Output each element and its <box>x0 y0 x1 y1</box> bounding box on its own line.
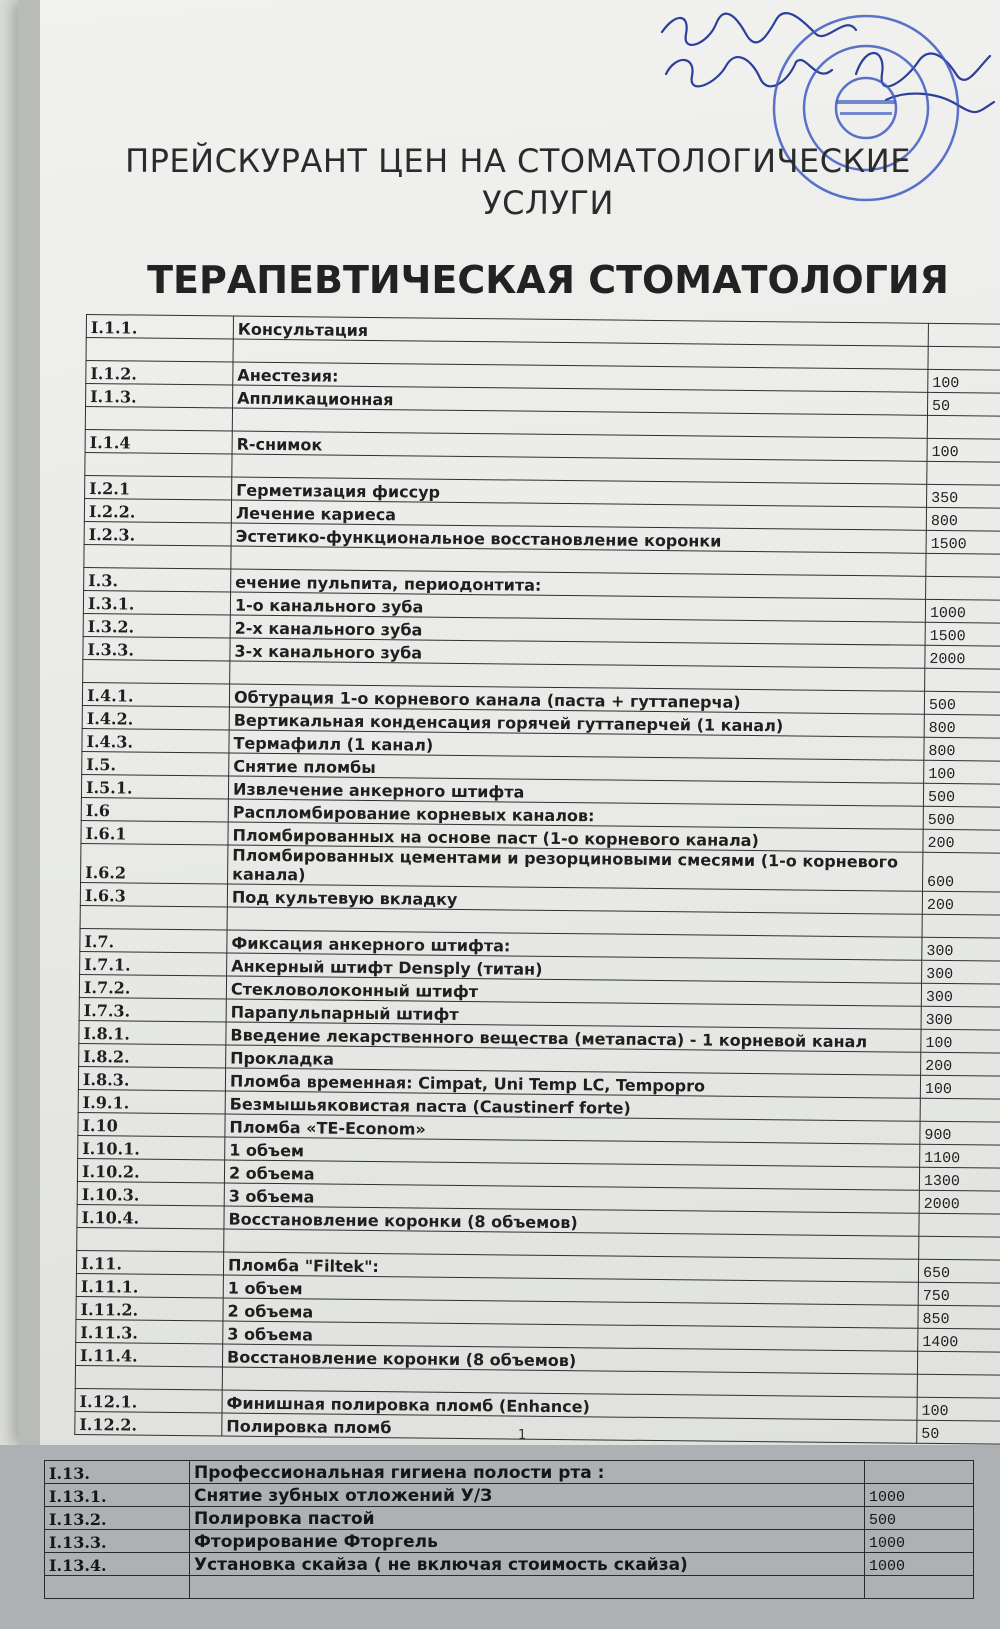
service-code: I.9.1. <box>78 1089 225 1114</box>
service-name: Распломбирование корневых каналов: <box>228 799 923 829</box>
service-code: I.10.3. <box>77 1181 224 1206</box>
service-price: 2000 <box>925 645 1000 669</box>
service-price: 900 <box>920 1121 1000 1145</box>
service-code: I.7.3. <box>79 997 226 1022</box>
service-price: 2000 <box>919 1190 1000 1214</box>
service-name: Герметизация фиссур <box>232 477 927 507</box>
service-code: I.8.1. <box>79 1020 226 1045</box>
service-price: 650 <box>918 1259 1000 1283</box>
service-code: I.11.2. <box>76 1296 223 1321</box>
service-price <box>920 1098 1000 1122</box>
service-code: I.5.1. <box>81 774 228 799</box>
hygiene-table <box>44 1460 974 1599</box>
price-table <box>74 314 1000 1445</box>
service-price: 350 <box>927 484 1000 508</box>
service-price <box>919 1236 1000 1260</box>
service-price <box>919 1213 1000 1237</box>
service-price: 300 <box>922 937 1000 961</box>
service-code: I.1.1. <box>86 315 233 340</box>
service-price: 100 <box>917 1397 1000 1421</box>
service-price: 300 <box>922 960 1000 984</box>
table-row <box>45 1530 974 1553</box>
service-price: 500 <box>924 691 1000 715</box>
service-code: I.11. <box>76 1250 223 1275</box>
service-name: 1 объем <box>223 1275 918 1305</box>
service-price <box>865 1461 974 1484</box>
service-price: 1000 <box>865 1484 974 1507</box>
service-code: I.1.2. <box>86 361 233 386</box>
service-price: 50 <box>927 392 1000 416</box>
service-price: 1300 <box>919 1167 1000 1191</box>
service-code: I.3.3. <box>83 636 230 661</box>
service-name: Фиксация анкерного штифта: <box>227 930 922 960</box>
service-name: Под культевую вкладку <box>227 884 922 914</box>
service-code: I.2.1 <box>85 475 232 500</box>
service-price: 100 <box>921 1029 1000 1053</box>
service-price: 850 <box>918 1305 1000 1329</box>
service-code: I.8.2. <box>79 1043 226 1068</box>
service-code <box>75 1365 222 1390</box>
title-line-1: ПРЕЙСКУРАНТ ЦЕН НА СТОМАТОЛОГИЧЕСКИЕ <box>125 142 911 180</box>
service-price: 100 <box>920 1075 1000 1099</box>
service-code: I.10.1. <box>78 1135 225 1160</box>
service-price: 100 <box>927 438 1000 462</box>
service-price: 500 <box>923 806 1000 830</box>
service-code <box>77 1227 224 1252</box>
service-name: Безмышьяковистая паста (Caustinerf forte) <box>225 1091 920 1121</box>
service-name: Консультация <box>233 316 928 346</box>
service-code <box>85 407 232 432</box>
service-price: 500 <box>865 1507 974 1530</box>
service-price: 300 <box>921 1006 1000 1030</box>
service-name: Восстановление коронки (8 объемов) <box>222 1344 917 1374</box>
service-name: ечение пульпита, периодонтита: <box>231 569 926 599</box>
service-name: Полировка пастой <box>190 1507 865 1530</box>
service-name: Пломбированных цементами и резорциновыми смесями (1-о корневого канала) <box>228 845 923 891</box>
service-code <box>84 544 231 569</box>
service-name: Установка скайза ( не включая стоимость скайза) <box>190 1553 865 1576</box>
service-name: Вертикальная конденсация горячей гуттаперчей (1 канал) <box>229 707 924 737</box>
service-code: I.7.1. <box>80 951 227 976</box>
service-name: Восстановление коронки (8 объемов) <box>224 1206 919 1236</box>
service-name: Термафилл (1 канал) <box>229 730 924 760</box>
service-price: 1400 <box>918 1328 1000 1352</box>
service-code <box>85 452 232 477</box>
service-code: I.13.1. <box>45 1484 190 1507</box>
service-code: I.5. <box>82 751 229 776</box>
section-heading: ТЕРАПЕВТИЧЕСКАЯ СТОМАТОЛОГИЯ <box>147 258 949 302</box>
service-code: I.13. <box>45 1461 190 1484</box>
service-name: 1 объем <box>225 1137 920 1167</box>
table-row <box>45 1461 974 1484</box>
service-code: I.13.4. <box>45 1553 190 1576</box>
service-code: I.3.1. <box>83 590 230 615</box>
service-code: I.3.2. <box>83 613 230 638</box>
service-code: I.4.3. <box>82 728 229 753</box>
service-code: I.11.3. <box>76 1319 223 1344</box>
service-name <box>190 1576 865 1599</box>
service-code: I.12.1. <box>75 1388 222 1413</box>
service-code: I.2.3. <box>84 521 231 546</box>
page-number: 1 <box>518 1428 527 1443</box>
document-title <box>18 140 1000 224</box>
service-code: I.1.3. <box>86 384 233 409</box>
service-name: 2-х канального зуба <box>230 615 925 645</box>
service-code: I.4.1. <box>82 682 229 707</box>
title-line-2: УСЛУГИ <box>482 184 614 222</box>
service-name: Лечение кариеса <box>231 500 926 530</box>
service-code: I.10.4. <box>77 1204 224 1229</box>
service-code: I.11.1. <box>76 1273 223 1298</box>
service-code: I.7.2. <box>79 974 226 999</box>
service-price <box>922 914 1000 938</box>
service-code: I.8.3. <box>78 1066 225 1091</box>
service-price <box>926 553 1000 577</box>
service-price <box>925 668 1000 692</box>
service-code: I.7. <box>80 928 227 953</box>
service-code: I.6.3 <box>80 882 227 907</box>
service-price: 500 <box>923 783 1000 807</box>
service-code: I.2.2. <box>84 498 231 523</box>
service-name: Пломба «TE-Econom» <box>225 1114 920 1144</box>
service-price: 1000 <box>865 1553 974 1576</box>
service-name: Парапульпарный штифт <box>226 999 921 1029</box>
service-code: I.6.1 <box>81 820 228 845</box>
price-table-body <box>75 315 1000 1445</box>
service-name: 3 объема <box>223 1321 918 1351</box>
service-price: 750 <box>918 1282 1000 1306</box>
service-code: I.3. <box>84 567 231 592</box>
service-name: Обтурация 1-о корневого канала (паста + гуттаперча) <box>229 684 924 714</box>
service-name: Введение лекарственного вещества (метапаста) - 1 корневой канал <box>226 1022 921 1052</box>
service-price: 600 <box>923 852 1000 892</box>
service-code <box>45 1576 190 1599</box>
service-name: Пломба временная: Cimpat, Uni Temp LC, Tempopro <box>225 1068 920 1098</box>
service-name: Аппликационная <box>233 385 928 415</box>
service-code: I.1.4 <box>85 429 232 454</box>
service-price <box>927 461 1000 485</box>
service-code: I.6 <box>81 797 228 822</box>
service-code <box>80 905 227 930</box>
service-name: 2 объема <box>223 1298 918 1328</box>
service-price: 300 <box>921 983 1000 1007</box>
service-name: Фторирование Фторгель <box>190 1530 865 1553</box>
service-name: Стекловолоконный штифт <box>226 976 921 1006</box>
service-price <box>917 1374 1000 1398</box>
hygiene-table-body <box>45 1461 974 1599</box>
service-price <box>865 1576 974 1599</box>
service-price: 200 <box>922 891 1000 915</box>
service-name: Финишная полировка пломб (Enhance) <box>222 1390 917 1420</box>
service-name: Пломбированных на основе паст (1-о корневого канала) <box>228 822 923 852</box>
service-price <box>927 415 1000 439</box>
service-name: R-снимок <box>232 431 927 461</box>
service-price: 1000 <box>925 599 1000 623</box>
service-name: Снятие зубных отложений У/З <box>190 1484 865 1507</box>
service-code: I.13.3. <box>45 1530 190 1553</box>
service-name: Прокладка <box>226 1045 921 1075</box>
service-price <box>928 323 1000 347</box>
service-price <box>926 576 1000 600</box>
service-price: 100 <box>928 369 1000 393</box>
service-code: I.10 <box>78 1112 225 1137</box>
service-price: 800 <box>924 714 1000 738</box>
service-price: 1000 <box>865 1530 974 1553</box>
service-name: 1-о канального зуба <box>230 592 925 622</box>
table-row <box>45 1507 974 1530</box>
service-price: 800 <box>926 507 1000 531</box>
service-name: Анестезия: <box>233 362 928 392</box>
service-code: I.12.2. <box>75 1411 222 1436</box>
service-name: 2 объема <box>224 1160 919 1190</box>
service-name: Эстетико-функциональное восстановление коронки <box>231 523 926 553</box>
service-price: 1500 <box>925 622 1000 646</box>
service-price <box>928 346 1000 370</box>
table-row <box>45 1553 974 1576</box>
service-price: 800 <box>924 737 1000 761</box>
service-name: Снятие пломбы <box>229 753 924 783</box>
service-name: Извлечение анкерного штифта <box>228 776 923 806</box>
service-code <box>86 338 233 363</box>
service-price: 1500 <box>926 530 1000 554</box>
service-price: 100 <box>924 760 1000 784</box>
service-price: 200 <box>921 1052 1000 1076</box>
service-name: Профессиональная гигиена полости рта : <box>190 1461 865 1484</box>
service-code <box>83 659 230 684</box>
service-name: 3-х канального зуба <box>230 638 925 668</box>
service-name: 3 объема <box>224 1183 919 1213</box>
service-price <box>917 1351 1000 1375</box>
price-list-sheet <box>18 0 1000 1445</box>
table-row <box>45 1576 974 1599</box>
service-code: I.6.2 <box>81 843 228 884</box>
service-price: 200 <box>923 829 1000 853</box>
service-name: Пломба "Filtek": <box>223 1252 918 1282</box>
service-price: 50 <box>917 1420 1000 1444</box>
service-price: 1100 <box>920 1144 1000 1168</box>
service-code: I.10.2. <box>77 1158 224 1183</box>
service-code: I.4.2. <box>82 705 229 730</box>
service-name: Полировка пломб <box>222 1413 917 1443</box>
service-code: I.11.4. <box>75 1342 222 1367</box>
service-name: Анкерный штифт Densply (титан) <box>227 953 922 983</box>
table-row <box>45 1484 974 1507</box>
service-code: I.13.2. <box>45 1507 190 1530</box>
